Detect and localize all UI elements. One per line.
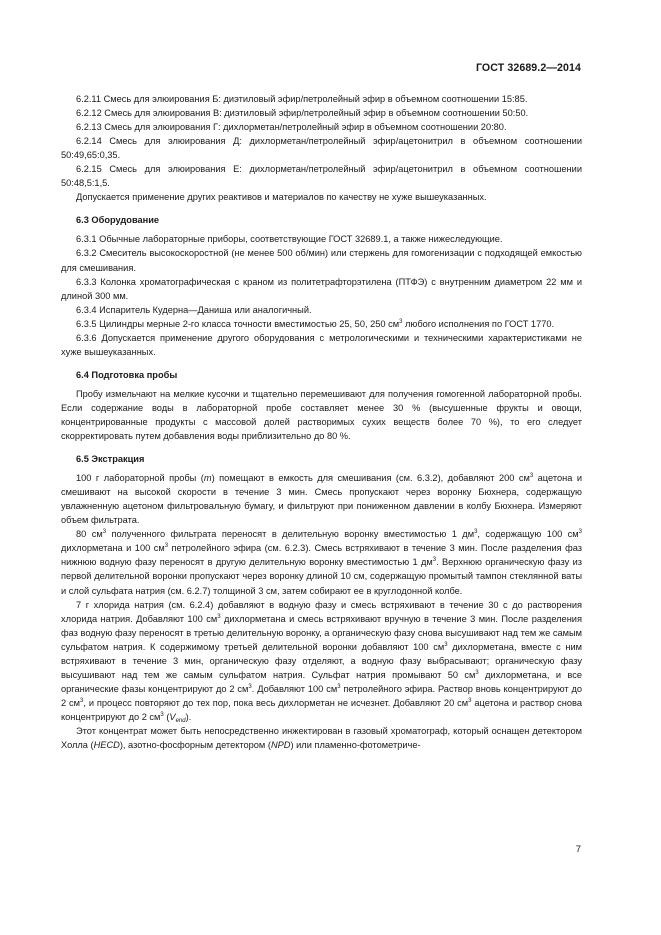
paragraph-6-5-4: Этот концентрат может быть непосредственно инжектирован в газовый хроматограф, который оснащен детектором Холла (HECD), азотно-фосфорным детектором (NPD) или пламенно-фотометриче- xyxy=(61,725,582,751)
paragraph-6-2-14: 6.2.14 Смесь для элюирования Д: дихлорметан/петролейный эфир/ацетонитрил в объемном соотношении 50:49,65:0,35. xyxy=(61,136,582,161)
paragraph-6-2-13: 6.2.13 Смесь для элюирования Г: дихлорметан/петролейный эфир в объемном соотношении 20:80. xyxy=(76,122,507,133)
paragraph-6-3-4: 6.3.4 Испаритель Кудерна—Даниша или аналогичный. xyxy=(76,304,312,315)
document-header-gost: ГОСТ 32689.2—2014 xyxy=(475,62,581,74)
paragraph-6-2-15: 6.2.15 Смесь для элюирования Е: дихлорметан/петролейный эфир/ацетонитрил в объемном соотношении 50:48,5:1,5. xyxy=(61,164,582,189)
paragraph-6-2-12: 6.2.12 Смесь для элюирования В: диэтиловый эфир/петролейный эфир в объемном соотношении 50:50. xyxy=(76,108,529,119)
paragraph-reagents-note: Допускается применение других реактивов и материалов по качеству не хуже вышеуказанных. xyxy=(76,192,487,203)
paragraph-6-3-6: 6.3.6 Допускается применение другого оборудования с метрологическими и техническими характеристиками не хуже вышеуказанных. xyxy=(61,332,582,357)
section-heading-6-3: 6.3 Оборудование xyxy=(76,215,160,226)
page-content xyxy=(61,92,582,752)
page-number: 7 xyxy=(575,844,581,855)
paragraph-6-3-2: 6.3.2 Смеситель высокоскоростной (не менее 500 об/мин) или стержень для гомогенизации с подходящей емкостью для смешивания. xyxy=(61,248,582,273)
paragraph-6-5-1: 100 г лабораторной пробы (m) помещают в емкость для смешивания (см. 6.3.2), добавляют 200 $см^3$ ацетона и смешивают на высокой скорости в течение 3 мин. Смесь пропускают через воронку Бюхнера, содержащую увлажненную ацетоном фильтровальную бумагу, и фильтруют при пониженном давлении в колбу Бюхнера. Измеряют объем фильтрата. xyxy=(61,473,582,526)
paragraph-6-4: Пробу измельчают на мелкие кусочки и тщательно перемешивают для получения гомогенной лабораторной пробы. Если содержание воды в лабораторной пробе составляет менее 30 % (высушенные фрукты и овощи, концентрированные продукты с массовой долей растворимых сухих веществ более 70 %), то его следует скорректировать путем добавления воды приблизительно до 80 %. xyxy=(61,388,582,442)
paragraph-6-3-5: 6.3.5 Цилиндры мерные 2-го класса точности вместимостью 25, 50, 250 $см^3$ любого исполнения по ГОСТ 1770. xyxy=(76,318,555,329)
section-heading-6-4: 6.4 Подготовка пробы xyxy=(76,369,178,380)
paragraph-6-3-3: 6.3.3 Колонка хроматографическая с краном из политетрафторэтилена (ПТФЭ) с внутренним диаметром 22 мм и длиной 300 мм. xyxy=(61,276,582,301)
paragraph-6-5-3: 7 г хлорида натрия (см. 6.2.4) добавляют в водную фазу и смесь встряхивают в течение 30 с до растворения хлорида натрия. Добавляют 100 $см^3$ дихлорметана и смесь встряхивают вручную в течение 3 мин. После разделения фаз водную фазу переносят в третью делительную воронку, а органическую фазу снова высушивают над тем же самым сульфатом натрия. К содержимому третьей делительной воронки добавляют 100 $см^3$ дихлорметана, вместе с ним встряхивают в течение 3 мин, органическую фазу отделяют, а водную фазу выбрасывают; органическую фазу высушивают над тем же самым сульфатом натрия. Сульфат натрия промывают 50 $см^3$ дихлорметана, и все органические фазы концентрируют до 2 $см^3$. Добавляют 100 $см^3$ петролейного эфира. Раствор вновь концентрируют до 2 $см^3$, и процесс повторяют до тех пор, пока весь дихлорметан не исчезнет. Добавляют 20 $см^3$ ацетона и раствор снова концентрируют до 2 $см^3$ $(V_{end})$. xyxy=(61,599,583,724)
paragraph-6-5-2: 80 $см^3$ полученного фильтрата переносят в делительную воронку вместимостью 1 $дм^3$, содержащую 100 $см^3$ дихлорметана и 100 $см^3$ петролейного эфира (см. 6.2.3). Смесь встряхивают в течение 3 мин. После разделения фаз нижнюю водную фазу переносят в другую делительную воронку вместимостью 1 $дм^3$. Верхнюю органическую фазу из первой делительной воронки пропускают через воронку длиной 10 см, содержащую промытый тампон стеклянной ваты и слой сульфата натрия (см. 6.2.7) толщиной 3 см, затем собирают ее в круглодонной колбе. xyxy=(61,529,582,596)
paragraph-6-3-1: 6.3.1 Обычные лабораторные приборы, соответствующие ГОСТ 32689.1, а также нижеследующие. xyxy=(76,234,503,245)
section-heading-6-5: 6.5 Экстракция xyxy=(76,454,145,465)
paragraph-6-2-11: 6.2.11 Смесь для элюирования Б: диэтиловый эфир/петролейный эфир в объемном соотношении 15:85. xyxy=(76,94,528,104)
